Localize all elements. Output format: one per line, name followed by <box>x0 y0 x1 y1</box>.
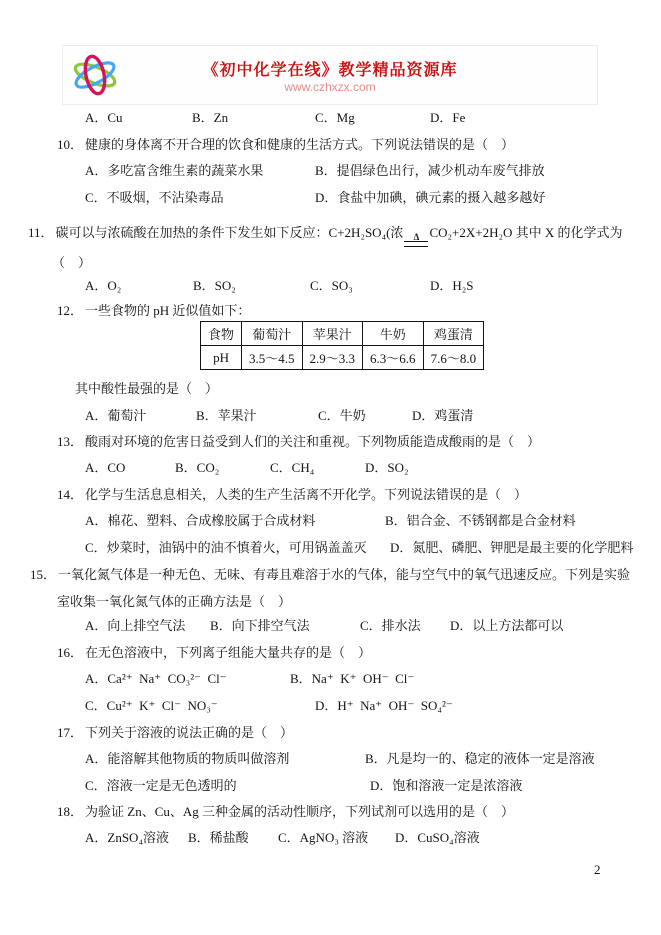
option-label: B． <box>365 751 387 766</box>
option-label: B． <box>192 110 214 125</box>
option-text: 鸡蛋清 <box>434 408 474 423</box>
q17-option-a <box>85 750 289 767</box>
option-label: D． <box>315 698 338 713</box>
option-text: 以上方法都可以 <box>472 618 564 633</box>
option-text: 食盐中加碘，碘元素的摄入越多越好 <box>337 190 546 205</box>
option-text: 苹果汁 <box>217 408 257 423</box>
option-label: C． <box>85 698 107 713</box>
q14-option-b <box>385 512 576 529</box>
option-text: 排水法 <box>381 618 421 633</box>
option-text: 多吃富含维生素的蔬菜水果 <box>107 163 264 178</box>
option-text: 牛奶 <box>339 408 366 423</box>
option-label: B． <box>193 278 215 293</box>
option-label: D． <box>412 408 435 423</box>
option-text: H⁺ Na⁺ OH⁻ SO₄²⁻ <box>337 698 453 713</box>
q13-option-a <box>85 459 125 476</box>
q11-option-a <box>85 277 121 294</box>
question-text: 化学与生活息息相关，人类的生产生活离不开化学。下列说法错误的是（ ） <box>85 487 528 502</box>
table-cell: 牛奶 <box>363 322 424 346</box>
q17-option-d <box>370 777 522 794</box>
question-15 <box>30 566 630 583</box>
q10-option-a <box>85 162 263 179</box>
option-label: B． <box>290 671 312 686</box>
option-text: AgNO₃ 溶液 <box>299 830 369 845</box>
option-label: C． <box>270 460 292 475</box>
option-text: 不吸烟，不沾染毒品 <box>106 190 224 205</box>
q11-option-c <box>310 277 353 294</box>
option-label: C． <box>85 540 107 555</box>
question-17 <box>57 724 293 741</box>
q10-option-c <box>85 189 224 206</box>
table-cell: pH <box>201 346 242 370</box>
q14-option-d <box>390 539 633 556</box>
option-text: SO₂ <box>387 460 409 475</box>
option-label: C． <box>85 190 107 205</box>
option-text: 炒菜时，油锅中的油不慎着火，可用锅盖盖灭 <box>106 540 367 555</box>
ph-values-table <box>200 321 484 370</box>
table-cell: 3.5～4.5 <box>242 346 303 370</box>
option-text: Cu <box>107 110 123 125</box>
option-text: Mg <box>336 110 355 125</box>
table-cell: 苹果汁 <box>302 322 363 346</box>
option-label: D． <box>430 110 453 125</box>
option-label: C． <box>310 278 332 293</box>
option-label: A． <box>85 618 108 633</box>
q12-option-a <box>85 407 146 424</box>
option-label: C． <box>315 110 337 125</box>
option-text: Na⁺ K⁺ OH⁻ Cl⁻ <box>311 671 415 686</box>
q15-option-c <box>360 617 421 634</box>
q10-option-d <box>315 189 545 206</box>
option-label: A． <box>85 278 108 293</box>
question-text: 一氧化氮气体是一种无色、无味、有毒且难溶于水的气体，能与空气中的氧气迅速反应。下列是实验 <box>58 567 631 582</box>
question-text: 一些食物的 pH 近似值如下： <box>85 303 251 318</box>
option-text: O₂ <box>107 278 122 293</box>
option-label: C． <box>318 408 340 423</box>
option-label: D． <box>395 830 418 845</box>
question-number: 10． <box>57 137 84 152</box>
option-label: A． <box>85 163 108 178</box>
double-line <box>404 241 428 247</box>
question-text: 健康的身体离不开合理的饮食和健康的生活方式。下列说法错误的是（ ） <box>85 137 515 152</box>
question-number: 11． <box>28 225 54 240</box>
table-row <box>201 322 484 346</box>
delta-symbol: Δ <box>413 232 420 242</box>
q14-option-a <box>85 512 315 529</box>
q14-option-c <box>85 539 367 556</box>
option-label: A． <box>85 110 108 125</box>
question-number: 14． <box>57 487 84 502</box>
q13-option-d <box>365 459 409 476</box>
q18-option-d <box>395 829 480 846</box>
option-label: C． <box>85 778 107 793</box>
option-label: B． <box>210 618 232 633</box>
q17-option-c <box>85 777 237 794</box>
option-text: Ca²⁺ Na⁺ CO₃²⁻ Cl⁻ <box>107 671 227 686</box>
question-16 <box>57 644 371 661</box>
q12-option-d <box>412 407 473 424</box>
question-18 <box>57 803 514 820</box>
q11-option-d <box>430 277 474 294</box>
option-text: 饱和溶液一定是浓溶液 <box>392 778 523 793</box>
site-title: 《初中化学在线》教学精品资源库 <box>202 62 458 79</box>
option-label: A． <box>85 751 108 766</box>
question-text: 碳可以与浓硫酸在加热的条件下发生如下反应：C+2H₂SO₄(浓 <box>55 225 404 240</box>
option-text: 向上排空气法 <box>107 618 186 633</box>
prev-option-d <box>430 109 465 126</box>
question-12 <box>57 302 250 319</box>
question-text: 为验证 Zn、Cu、Ag 三种金属的活动性顺序，下列试剂可以选用的是（ ） <box>85 804 515 819</box>
table-cell: 7.6～8.0 <box>423 346 484 370</box>
option-label: B． <box>196 408 218 423</box>
option-text: SO₂ <box>214 278 236 293</box>
site-header-banner <box>62 45 598 105</box>
question-10 <box>57 136 514 153</box>
option-text: Cu²⁺ K⁺ Cl⁻ NO₃⁻ <box>106 698 218 713</box>
option-text: SO₃ <box>331 278 353 293</box>
question-11 <box>28 224 623 247</box>
heated-equals-sign <box>404 233 428 247</box>
option-label: D． <box>365 460 388 475</box>
option-label: B． <box>188 830 210 845</box>
q18-option-b <box>188 829 249 846</box>
option-text: Fe <box>452 110 466 125</box>
option-text: 提倡绿色出行，减少机动车废气排放 <box>336 163 545 178</box>
option-text: 棉花、塑料、合成橡胶属于合成材料 <box>107 513 316 528</box>
option-text: 凡是均一的、稳定的液体一定是溶液 <box>386 751 595 766</box>
option-label: A． <box>85 408 108 423</box>
q16-option-c <box>85 697 218 714</box>
option-text: 能溶解其他物质的物质叫做溶剂 <box>107 751 290 766</box>
prev-option-a <box>85 109 123 126</box>
question-text: 在无色溶液中，下列离子组能大量共存的是（ ） <box>85 645 372 660</box>
question-15-line2: 室收集一氧化氮气体的正确方法是（ ） <box>57 594 292 609</box>
q11-option-b <box>193 277 236 294</box>
option-text: 向下排空气法 <box>231 618 310 633</box>
site-url: www.czhxzx.com <box>284 80 376 94</box>
question-number: 18． <box>57 804 84 819</box>
option-text: H₂S <box>452 278 474 293</box>
q15-option-a <box>85 617 185 634</box>
option-text: 氮肥、磷肥、钾肥是最主要的化学肥料 <box>412 540 634 555</box>
option-text: 稀盐酸 <box>209 830 249 845</box>
option-text: Zn <box>213 110 229 125</box>
option-label: D． <box>370 778 393 793</box>
q16-option-d <box>315 697 453 714</box>
option-label: D． <box>315 190 338 205</box>
option-text: CuSO₄溶液 <box>417 830 480 845</box>
question-text: 酸雨对环境的危害日益受到人们的关注和重视。下列物质能造成酸雨的是（ ） <box>85 434 541 449</box>
question-text: 下列关于溶液的说法正确的是（ ） <box>85 725 294 740</box>
table-cell: 葡萄汁 <box>242 322 303 346</box>
table-cell: 鸡蛋清 <box>423 322 484 346</box>
option-label: C． <box>278 830 300 845</box>
table-cell: 食物 <box>201 322 242 346</box>
option-label: D． <box>430 278 453 293</box>
option-label: A． <box>85 830 108 845</box>
q11-answer-parens: （ ） <box>52 255 92 270</box>
question-14 <box>57 486 527 503</box>
option-label: B． <box>175 460 197 475</box>
option-label: B． <box>385 513 407 528</box>
question-number: 16． <box>57 645 84 660</box>
option-label: D． <box>450 618 473 633</box>
option-text: ZnSO₄溶液 <box>107 830 169 845</box>
prev-option-b <box>192 109 228 126</box>
question-number: 13． <box>57 434 84 449</box>
question-13 <box>57 433 540 450</box>
option-text: 葡萄汁 <box>107 408 147 423</box>
q12-option-c <box>318 407 366 424</box>
option-label: B． <box>315 163 337 178</box>
q10-option-b <box>315 162 545 179</box>
option-text: CO₂ <box>196 460 220 475</box>
table-cell: 2.9～3.3 <box>302 346 363 370</box>
table-cell: 6.3～6.6 <box>363 346 424 370</box>
option-label: A． <box>85 513 108 528</box>
question-number: 12． <box>57 303 84 318</box>
option-label: A． <box>85 671 108 686</box>
question-number: 15． <box>30 567 57 582</box>
q12-followup-text: 其中酸性最强的是（ ） <box>75 381 219 396</box>
option-label: C． <box>360 618 382 633</box>
q15-option-b <box>210 617 310 634</box>
option-text: 铝合金、不锈钢都是合金材料 <box>406 513 576 528</box>
q16-option-b <box>290 670 414 687</box>
question-number: 17． <box>57 725 84 740</box>
q16-option-a <box>85 670 227 687</box>
option-text: CO <box>107 460 126 475</box>
q15-option-d <box>450 617 563 634</box>
table-row <box>201 346 484 370</box>
q13-option-b <box>175 459 219 476</box>
q13-option-c <box>270 459 314 476</box>
page-number: 2 <box>594 862 601 877</box>
question-text: CO₂+2X+2H₂O 其中 X 的化学式为 <box>429 225 623 240</box>
q12-option-b <box>196 407 257 424</box>
prev-option-c <box>315 109 355 126</box>
option-text: 溶液一定是无色透明的 <box>106 778 237 793</box>
option-text: CH₄ <box>291 460 315 475</box>
option-label: A． <box>85 460 108 475</box>
q18-option-c <box>278 829 368 846</box>
q18-option-a <box>85 829 169 846</box>
option-label: D． <box>390 540 413 555</box>
q17-option-b <box>365 750 595 767</box>
